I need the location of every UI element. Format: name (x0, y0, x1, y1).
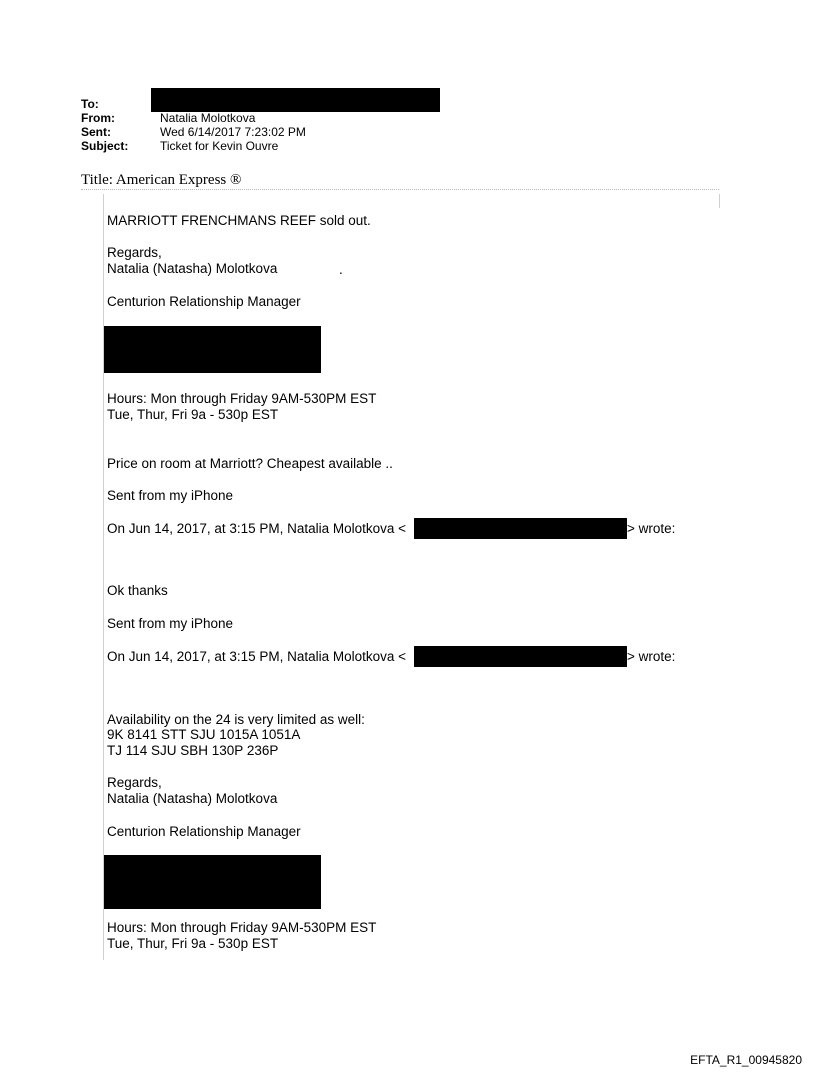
signature-name-1: Natalia (Natasha) Molotkova (107, 261, 278, 276)
sent-label: Sent: (81, 125, 111, 139)
title-divider (81, 189, 719, 190)
sold-out-line: MARRIOTT FRENCHMANS REEF sold out. (107, 213, 371, 228)
regards-2: Regards, (107, 775, 162, 790)
hours-1a: Hours: Mon through Friday 9AM-530PM EST (107, 391, 377, 406)
hours-1b: Tue, Thur, Fri 9a - 530p EST (107, 407, 279, 422)
subject-value: Ticket for Kevin Ouvre (160, 139, 279, 153)
sent-from-iphone-2: Sent from my iPhone (107, 616, 234, 631)
flight-2: TJ 114 SJU SBH 130P 236P (107, 743, 279, 758)
quote-header-2-prefix: On Jun 14, 2017, at 3:15 PM, Natalia Molotkova < (107, 649, 407, 664)
quote-header-1-suffix: > wrote: (627, 521, 676, 536)
signature-name-2: Natalia (Natasha) Molotkova (107, 791, 278, 806)
to-label: To: (81, 97, 99, 111)
redacted-email-2 (414, 646, 627, 667)
page-title: Title: American Express ® (81, 172, 242, 188)
regards-1: Regards, (107, 245, 162, 260)
redacted-recipient (151, 88, 440, 112)
redacted-email-1 (414, 518, 627, 539)
sent-from-iphone-1: Sent from my iPhone (107, 488, 234, 503)
subject-label: Subject: (81, 139, 129, 153)
from-label: From: (81, 111, 115, 125)
hours-2a: Hours: Mon through Friday 9AM-530PM EST (107, 920, 377, 935)
redacted-signature-block-1 (104, 326, 321, 373)
signature-role-1: Centurion Relationship Manager (107, 294, 301, 309)
flight-1: 9K 8141 STT SJU 1015A 1051A (107, 727, 301, 742)
ok-thanks: Ok thanks (107, 583, 168, 598)
signature-role-2: Centurion Relationship Manager (107, 824, 301, 839)
document-id: EFTA_R1_00945820 (690, 1053, 802, 1067)
quote-header-1-prefix: On Jun 14, 2017, at 3:15 PM, Natalia Molotkova < (107, 521, 407, 536)
stray-dot: . (339, 262, 343, 277)
quote-right-border (719, 194, 720, 208)
from-value: Natalia Molotkova (160, 111, 256, 125)
hours-2b: Tue, Thur, Fri 9a - 530p EST (107, 936, 279, 951)
sent-value: Wed 6/14/2017 7:23:02 PM (160, 125, 306, 139)
quote-left-border (103, 194, 104, 960)
quote-header-2-suffix: > wrote: (627, 649, 676, 664)
availability-line: Availability on the 24 is very limited as well: (107, 712, 365, 727)
redacted-signature-block-2 (104, 855, 321, 909)
price-question: Price on room at Marriott? Cheapest available .. (107, 456, 393, 471)
